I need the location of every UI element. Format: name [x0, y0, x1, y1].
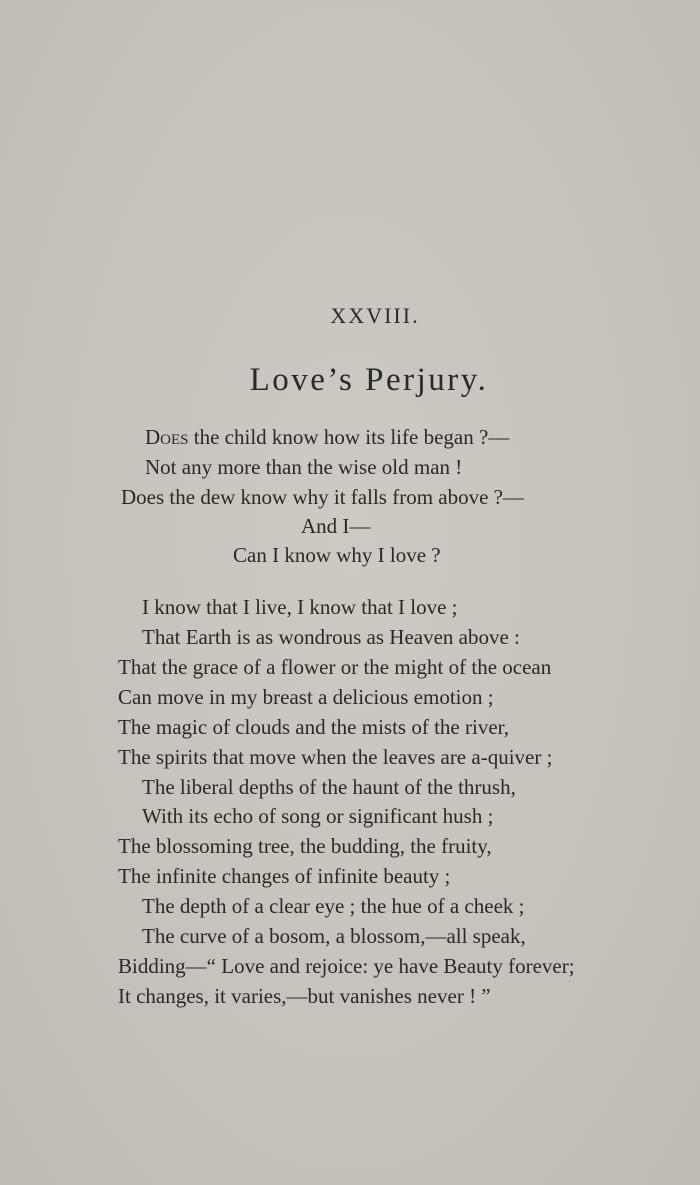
poem-number: XXVIII. [330, 303, 420, 328]
poem-line: The liberal depths of the haunt of the thrush, [142, 775, 516, 799]
poem-line: The spirits that move when the leaves are a-quiver ; [118, 745, 553, 769]
poem-line: That the grace of a flower or the might of the ocean [118, 655, 552, 679]
line-text: the child know how its life began ?— [188, 425, 510, 449]
poem-title: Love’s Perjury. [249, 362, 489, 398]
poem-line: And I— [301, 514, 371, 538]
poem-line: Bidding—“ Love and rejoice: ye have Beauty forever; [118, 954, 575, 978]
poem-line: Can I know why I love ? [233, 543, 441, 567]
poem-line: With its echo of song or significant hush ; [142, 804, 494, 828]
poem-line: That Earth is as wondrous as Heaven above : [142, 625, 520, 649]
poem-line: The infinite changes of infinite beauty ; [118, 864, 451, 888]
poem-line: The magic of clouds and the mists of the river, [118, 715, 510, 739]
poem-line: The blossoming tree, the budding, the fruity, [118, 834, 492, 858]
poem-line: Does the dew know why it falls from above ?— [121, 485, 524, 509]
poem-line: I know that I live, I know that I love ; [142, 595, 458, 619]
poem-line [145, 424, 509, 450]
poem-line: The depth of a clear eye ; the hue of a cheek ; [142, 894, 525, 918]
poem-line: It changes, it varies,—but vanishes never ! ” [118, 984, 491, 1008]
poem-line: Not any more than the wise old man ! [145, 455, 463, 479]
poem-line: The curve of a bosom, a blossom,—all speak, [142, 924, 526, 948]
poem-line: Can move in my breast a delicious emotion ; [118, 685, 494, 709]
drop-word: Does [145, 425, 189, 449]
